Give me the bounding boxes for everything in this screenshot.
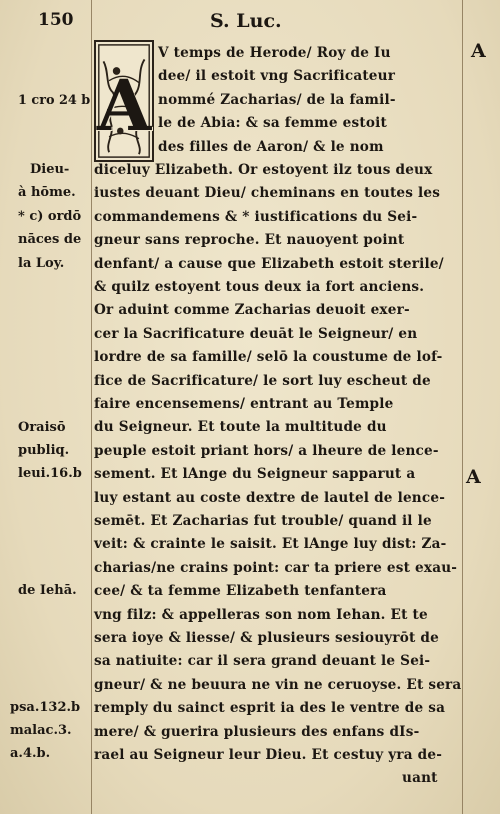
margin-note: psa.132.b xyxy=(10,700,81,715)
margin-note: 1 cro 24 b xyxy=(18,93,91,108)
text-line: rael au Seigneur leur Dieu. Et cestuy yra de- xyxy=(94,747,443,763)
margin-note: publiq. xyxy=(18,443,70,458)
margin-rule-right xyxy=(462,0,463,814)
text-line: diceluy Elizabeth. Or estoyent ilz tous deux xyxy=(94,162,433,178)
text-line: Or aduint comme Zacharias deuoit exer- xyxy=(94,302,410,319)
margin-note: malac.3. xyxy=(10,723,72,738)
margin-note: * c) ordō xyxy=(18,209,82,224)
margin-note: nāces de xyxy=(18,232,82,247)
running-head: S. Luc. xyxy=(210,10,282,32)
margin-note: a.4.b. xyxy=(10,746,51,761)
text-line: le de Abia: & sa femme estoit xyxy=(158,115,387,132)
text-line: charias/ne crains point: car ta priere est exau- xyxy=(94,559,458,576)
text-line: sa natiuite: car il sera grand deuant le Sei- xyxy=(94,653,431,670)
initial-letter: A xyxy=(96,64,152,147)
text-line: sement. Et lAnge du Seigneur sapparut a xyxy=(94,466,416,483)
text-line: semēt. Et Zacharias fut trouble/ quand il le xyxy=(94,513,432,529)
margin-note: Oraisō xyxy=(18,420,66,435)
text-line: des filles de Aaron/ & le nom xyxy=(158,138,384,155)
margin-note: Dieu- xyxy=(30,162,70,177)
text-line: cer la Sacrificature deuāt le Seigneur/ en xyxy=(94,325,418,342)
text-line: commandemens & * iustifications du Sei- xyxy=(94,208,418,225)
margin-note: la Loy. xyxy=(18,256,65,271)
text-line: fice de Sacrificature/ le sort luy escheut de xyxy=(94,372,431,389)
margin-rule-left xyxy=(91,0,92,814)
text-line: cee/ & ta femme Elizabeth tenfantera xyxy=(94,583,387,600)
page-number: 150 xyxy=(38,10,74,30)
text-line: remply du sainct esprit ia des le ventre de sa xyxy=(94,700,446,717)
text-line: faire encensemens/ entrant au Temple xyxy=(94,396,394,412)
margin-note: A xyxy=(466,466,481,488)
text-line: & quilz estoyent tous deux ia fort anciens. xyxy=(94,279,425,295)
section-mark: A xyxy=(471,40,486,62)
text-line: iustes deuant Dieu/ cheminans en toutes les xyxy=(94,185,441,202)
decorated-initial xyxy=(94,40,154,162)
text-line: denfant/ a cause que Elizabeth estoit sterile/ xyxy=(94,255,444,272)
text-line: du Seigneur. Et toute la multitude du xyxy=(94,419,387,436)
margin-note: leui.16.b xyxy=(18,466,82,481)
text-line: lordre de sa famille/ selō la coustume de lof- xyxy=(94,349,443,366)
margin-note: de Iehā. xyxy=(18,583,77,598)
margin-note: à hōme. xyxy=(18,185,76,200)
text-line: vng filz: & appelleras son nom Iehan. Et te xyxy=(94,606,428,623)
text-line: V temps de Herode/ Roy de Iu xyxy=(158,45,391,61)
text-line: mere/ & guerira plusieurs des enfans dIs- xyxy=(94,723,420,740)
text-line: uant xyxy=(402,770,438,787)
text-line: sera ioye & liesse/ & plusieurs sesiouyrōt de xyxy=(94,630,439,646)
text-line: nommé Zacharias/ de la famil- xyxy=(158,91,396,108)
text-line: gneur sans reproche. Et nauoyent point xyxy=(94,232,405,249)
text-line: peuple estoit priant hors/ a lheure de lence- xyxy=(94,442,439,459)
text-line: veit: & crainte le saisit. Et lAnge luy dist: Za- xyxy=(94,536,447,553)
text-line: gneur/ & ne beuura ne vin ne ceruoyse. Et sera xyxy=(94,676,462,693)
text-line: luy estant au coste dextre de lautel de lence- xyxy=(94,489,446,506)
text-line: dee/ il estoit vng Sacrificateur xyxy=(158,68,396,85)
